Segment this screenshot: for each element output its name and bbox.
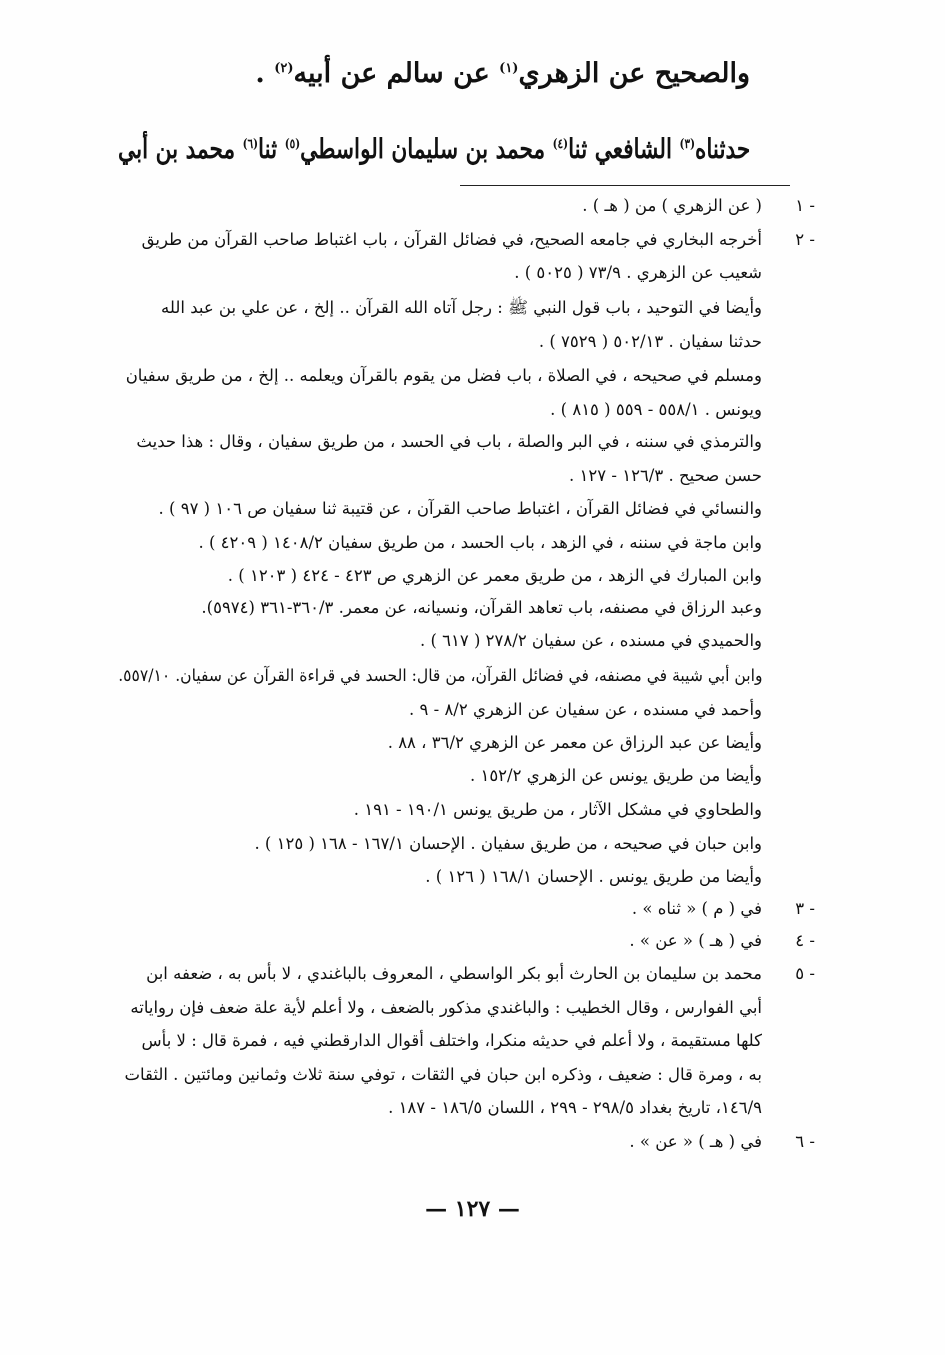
main-text-segment: والصحيح عن الزهري (518, 58, 750, 89)
footnote-number: ١ - (795, 196, 815, 215)
footnote-line: وأيضا في التوحيد ، باب قول النبي ﷺ : رجل آتاه الله القرآن .. إلخ ، عن علي بن عبد الله (161, 298, 762, 317)
footnote-line: وأحمد في مسنده ، عن سفيان عن الزهري ٨/٢ - ٩ . (408, 700, 762, 719)
main-text-segment: محمد بن أبي (117, 134, 243, 165)
footnote-number: ٣ - (795, 899, 815, 918)
main-text-segment: الشافعي ثنا (567, 134, 680, 165)
main-text-segment: حدثناه (694, 134, 750, 165)
footnote-line: وأيضا عن عبد الرزاق عن معمر عن الزهري ٣٦/٢ ، ٨٨ . (387, 733, 762, 752)
footnote-number: ٢ - (795, 230, 815, 249)
footnote-line: في ( هـ ) « عن » . (629, 1132, 762, 1151)
footnote-line: حدثنا سفيان . ٥٠٢/١٣ ( ٧٥٢٩ ) . (538, 332, 762, 351)
footnote-line: والطحاوي في مشكل الآثار ، من طريق يونس ١٩٠/١ - ١٩١ . (353, 800, 762, 819)
footnote-line: والترمذي في سننه ، في البر والصلة ، باب في الحسد ، من طريق سفيان ، وقال : هذا حديث (136, 432, 762, 451)
footnote-line: وابن حبان في صحيحه ، من طريق سفيان . الإحسان ١٦٧/١ - ١٦٨ ( ١٢٥ ) . (254, 834, 762, 853)
footnote-line: محمد بن سليمان بن الحارث أبو بكر الواسطي ، المعروف بالباغندي ، لا بأس به ، ضعفه ابن (146, 964, 762, 983)
footnote-line: شعيب عن الزهري . ٧٣/٩ ( ٥٠٢٥ ) . (514, 263, 762, 282)
footnote-line: وأيضا من طريق يونس . الإحسان ١٦٨/١ ( ١٢٦ ) . (425, 867, 762, 886)
footnote-line: ومسلم في صحيحه ، في الصلاة ، باب فضل من يقوم بالقرآن ويعلمه .. إلخ ، من طريق سفيان (125, 366, 762, 385)
footnote-line: به ، ومرة قال : ضعيف ، وذكره ابن حبان في الثقات ، توفي سنة ثلاث وثمانين ومائتين . الثقات (124, 1065, 762, 1084)
footnote-line: ويونس . ٥٥٨/١ - ٥٥٩ ( ٨١٥ ) . (550, 400, 762, 419)
footnote-line: والحميدي في مسنده ، عن سفيان ٢٧٨/٢ ( ٦١٧ ) . (419, 631, 762, 650)
footnote-marker: (٣) (679, 137, 695, 152)
footnote-line: أخرجه البخاري في جامعه الصحيح، في فضائل القرآن ، باب اغتباط صاحب القرآن من طريق (141, 230, 762, 249)
footnote-number: ٤ - (795, 931, 815, 950)
main-text-line-1 (255, 58, 750, 89)
footnote-marker: (٤) (552, 137, 568, 152)
main-text-segment: ثنا (257, 134, 285, 165)
footnote-line: والنسائي في فضائل القرآن ، اغتباط صاحب القرآن ، عن قتيبة ثنا سفيان ص ١٠٦ ( ٩٧ ) . (158, 499, 762, 518)
footnote-line: أبي الفوارس ، وقال الخطيب : والباغندي مذكور بالضعف ، ولا أعلم لأية علة ضعف فإن رواياته (130, 998, 762, 1017)
page-number: — ١٢٧ — (425, 1196, 520, 1222)
footnote-line: وأيضا من طريق يونس عن الزهري ١٥٢/٢ . (469, 766, 762, 785)
footnote-number: ٥ - (795, 964, 815, 983)
main-text-line-2 (118, 134, 750, 165)
footnote-line: وابن المبارك في الزهد ، من طريق معمر عن الزهري ص ٤٢٣ - ٤٢٤ ( ١٢٠٣ ) . (227, 566, 762, 585)
footnote-line: كلها مستقيمة ، ولا أعلم في حديثه منكرا، واختلف أقوال الدارقطني فيه ، فمرة قال : لا بأس (141, 1031, 762, 1050)
footnote-line: في ( م ) « ثناه » . (631, 899, 762, 918)
main-text-segment: . (255, 58, 275, 89)
footnote-line: وعبد الرزاق في مصنفه، باب تعاهد القرآن، ونسيانه، عن معمر. ٣٦٠/٣-٣٦١ (٥٩٧٤). (201, 598, 762, 617)
footnote-line: حسن صحيح . ١٢٦/٣ - ١٢٧ . (569, 466, 762, 485)
footnote-number: ٦ - (795, 1132, 815, 1151)
footnote-line: في ( هـ ) « عن » . (629, 931, 762, 950)
footnote-line: وابن أبي شيبة في مصنفه، في فضائل القرآن، من قال: الحسد في قراءة القرآن عن سفيان. ٥٥٧/١٠. (117, 666, 763, 685)
footnote-line: ( عن الزهري ) من ( هـ ) . (582, 196, 762, 215)
footnote-line: وابن ماجة في سننه ، في الزهد ، باب الحسد ، من طريق سفيان ١٤٠٨/٢ ( ٤٢٠٩ ) . (198, 533, 762, 552)
footnote-marker: (٦) (242, 137, 258, 152)
footnote-marker: (٥) (284, 137, 300, 152)
footnote-separator-rule (460, 185, 790, 186)
main-text-segment: محمد بن سليمان الواسطي (299, 134, 553, 165)
footnote-line: ١٤٦/٩، تاريخ بغداد ٢٩٨/٥ - ٢٩٩ ، اللسان ١٨٦/٥ - ١٨٧ . (388, 1098, 762, 1117)
footnote-marker: (٢) (274, 61, 294, 76)
main-text-segment: عن سالم عن أبيه (293, 58, 500, 89)
footnote-marker: (١) (499, 61, 519, 76)
